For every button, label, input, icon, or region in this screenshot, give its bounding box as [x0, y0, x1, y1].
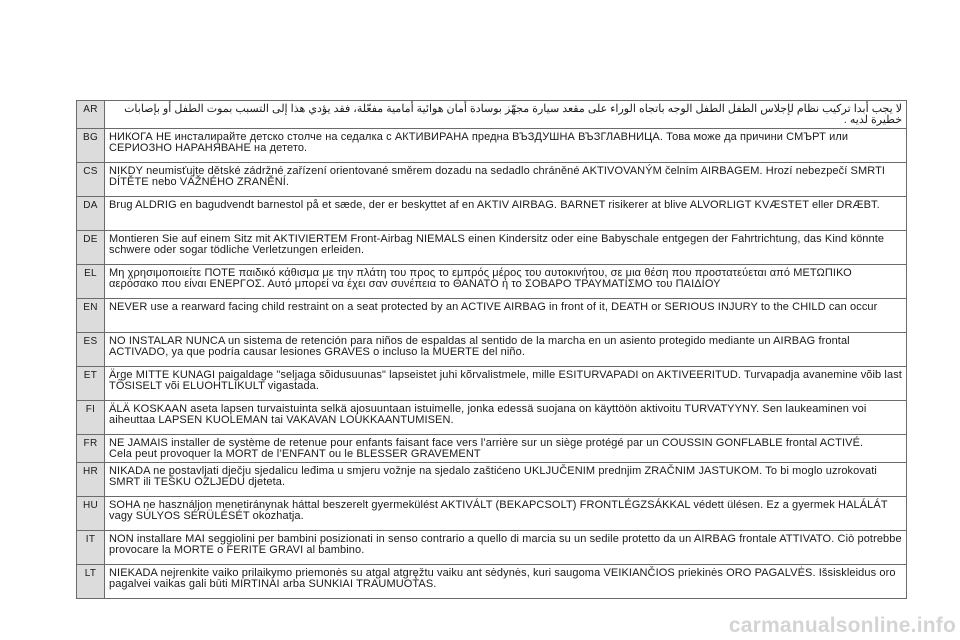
- warning-text: SOHA ne használjon menetiránynak háttal beszerelt gyermekülést AKTIVÁLT (BEKAPCSOLT) FRONTLÉGZSÁKKAL védett ülésen. Ez a gyermek HALÁLÁT vagy SÚLYOS SÉRÜLÉSÉT okozhatja.: [105, 497, 907, 531]
- language-code: FR: [77, 435, 105, 463]
- table-row: [77, 531, 907, 565]
- table-row: [77, 163, 907, 197]
- warning-text-line: NE JAMAIS installer de système de retenue pour enfants faisant face vers l’arrière sur un siège protégé par un COUSSIN GONFLABLE frontal ACTIVÉ.: [109, 437, 864, 449]
- warning-text: NON installare MAI seggiolini per bambini posizionati in senso contrario a quello di marcia su un sedile protetto da un AIRBAG frontale ATTIVATO. Ciò potrebbe provocare la MORTE o FERITE GRAVI al bambino.: [105, 531, 907, 565]
- warning-text: ÄLÄ KOSKAAN aseta lapsen turvaistuinta selkä ajosuuntaan istuimelle, jonka edessä suojana on käyttöön aktivoitu TURVATYYNY. Sen laukeaminen voi aiheuttaa LAPSEN KUOLEMAN tai VAKAVAN LOUKKAANTUMISEN.: [105, 401, 907, 435]
- table-row: [77, 265, 907, 299]
- warning-text: NO INSTALAR NUNCA un sistema de retención para niños de espaldas al sentido de la marcha en un asiento protegido mediante un AIRBAG frontal ACTIVADO, ya que podría causar lesiones GRAVES o incluso la MUERTE del niño.: [105, 333, 907, 367]
- language-code: DE: [77, 231, 105, 265]
- language-code: CS: [77, 163, 105, 197]
- table-row: [77, 497, 907, 531]
- warning-text: NIKADA ne postavljati dječju sjedalicu leđima u smjeru vožnje na sjedalo zaštićeno UKLJUČENIM prednjim ZRAČNIM JASTUKOM. To bi moglo uzrokovati SMRT ili TEŠKU OZLJEDU djeteta.: [105, 463, 907, 497]
- table-row: [77, 129, 907, 163]
- warning-text: [105, 435, 907, 463]
- language-code: ET: [77, 367, 105, 401]
- language-code: EN: [77, 299, 105, 333]
- table-row: [77, 367, 907, 401]
- warning-text: Brug ALDRIG en bagudvendt barnestol på et sæde, der er beskyttet af en AKTIV AIRBAG. BARNET risikerer at blive ALVORLIGT KVÆSTET eller DRÆBT.: [105, 197, 907, 231]
- warning-text: NEVER use a rearward facing child restraint on a seat protected by an ACTIVE AIRBAG in front of it, DEATH or SERIOUS INJURY to the CHILD can occur: [105, 299, 907, 333]
- table-row: [77, 333, 907, 367]
- table-row: [77, 101, 907, 129]
- warning-text: Μη χρησιμοποιείτε ΠΟΤΕ παιδικό κάθισμα με την πλάτη του προς το εμπρός μέρος του αυτοκινήτου, σε μια θέση που προστατεύεται από ΜΕΤΩΠΙΚΟ αερόσακο που είναι ΕΝΕΡΓΟΣ. Αυτό μπορεί να έχει σαν συνέπεια το ΘΑΝΑΤΟ ή το ΣΟΒΑΡΟ ΤΡΑΥΜΑΤΙΣΜΟ του ΠΑΙΔΙΟΥ: [105, 265, 907, 299]
- language-code: HU: [77, 497, 105, 531]
- language-code: DA: [77, 197, 105, 231]
- table-row: [77, 565, 907, 599]
- table-row: [77, 463, 907, 497]
- language-code: HR: [77, 463, 105, 497]
- language-code: AR: [77, 101, 105, 129]
- language-code: LT: [77, 565, 105, 599]
- table-row: [77, 401, 907, 435]
- language-code: ES: [77, 333, 105, 367]
- warning-text: NIKDY neumisťujte dětské zádržné zařízení orientované směrem dozadu na sedadlo chráněné AKTIVOVANÝM čelním AIRBAGEM. Hrozí nebezpečí SMRTI DÍTĚTE nebo VÁŽNÉHO ZRANĚNÍ.: [105, 163, 907, 197]
- language-code: BG: [77, 129, 105, 163]
- table-row: [77, 231, 907, 265]
- language-code: IT: [77, 531, 105, 565]
- watermark-text: carmanualsonline.info: [728, 614, 956, 637]
- table-row: [77, 299, 907, 333]
- airbag-warning-table: [76, 100, 907, 599]
- warning-text: Montieren Sie auf einem Sitz mit AKTIVIERTEM Front-Airbag NIEMALS einen Kindersitz oder eine Babyschale entgegen der Fahrtrichtung, das Kind könnte schwere oder sogar tödliche Verletzungen erleiden.: [105, 231, 907, 265]
- table-row: [77, 197, 907, 231]
- language-code: FI: [77, 401, 105, 435]
- warning-text: Ärge MITTE KUNAGI paigaldage "seljaga sõidusuunas" lapseistet juhi kõrvalistmele, mille ESITURVAPADI on AKTIVEERITUD. Turvapadja avanemine võib last TÕSISELT või ELUOHTLIKULT vigastada.: [105, 367, 907, 401]
- warning-text: НИКОГА НЕ инсталирайте детско столче на седалка с АКТИВИРАНА предна ВЪЗДУШНА ВЪЗГЛАВНИЦА. Това може да причини СМЪРТ или СЕРИОЗНО НАРАНЯВАНЕ на детето.: [105, 129, 907, 163]
- warning-text: NIEKADA nejrenkite vaiko prilaikymo priemonės su atgal atgręžtu vaiku ant sėdynės, kuri saugoma VEIKIANČIOS priekinės ORO PAGALVĖS. Išsiskleidus oro pagalvei vaikas gali būti MIRTINAI arba SUNKIAI TRAUMUOTAS.: [105, 565, 907, 599]
- warning-text: لا يجب أبدا تركيب نظام لإجلاس الطفل الطفل الوجه باتجاه الوراء على مقعد سيارة مجهّز بوسادة أمان هوائية أمامية مفعّلة، فقد يؤدي هذا إلى التسبب بموت الطفل أو بإصابات خطيرة لديه .: [105, 101, 907, 129]
- table-row: [77, 435, 907, 463]
- warning-text-line: Cela peut provoquer la MORT de l’ENFANT ou le BLESSER GRAVEMENT: [109, 448, 481, 460]
- language-code: EL: [77, 265, 105, 299]
